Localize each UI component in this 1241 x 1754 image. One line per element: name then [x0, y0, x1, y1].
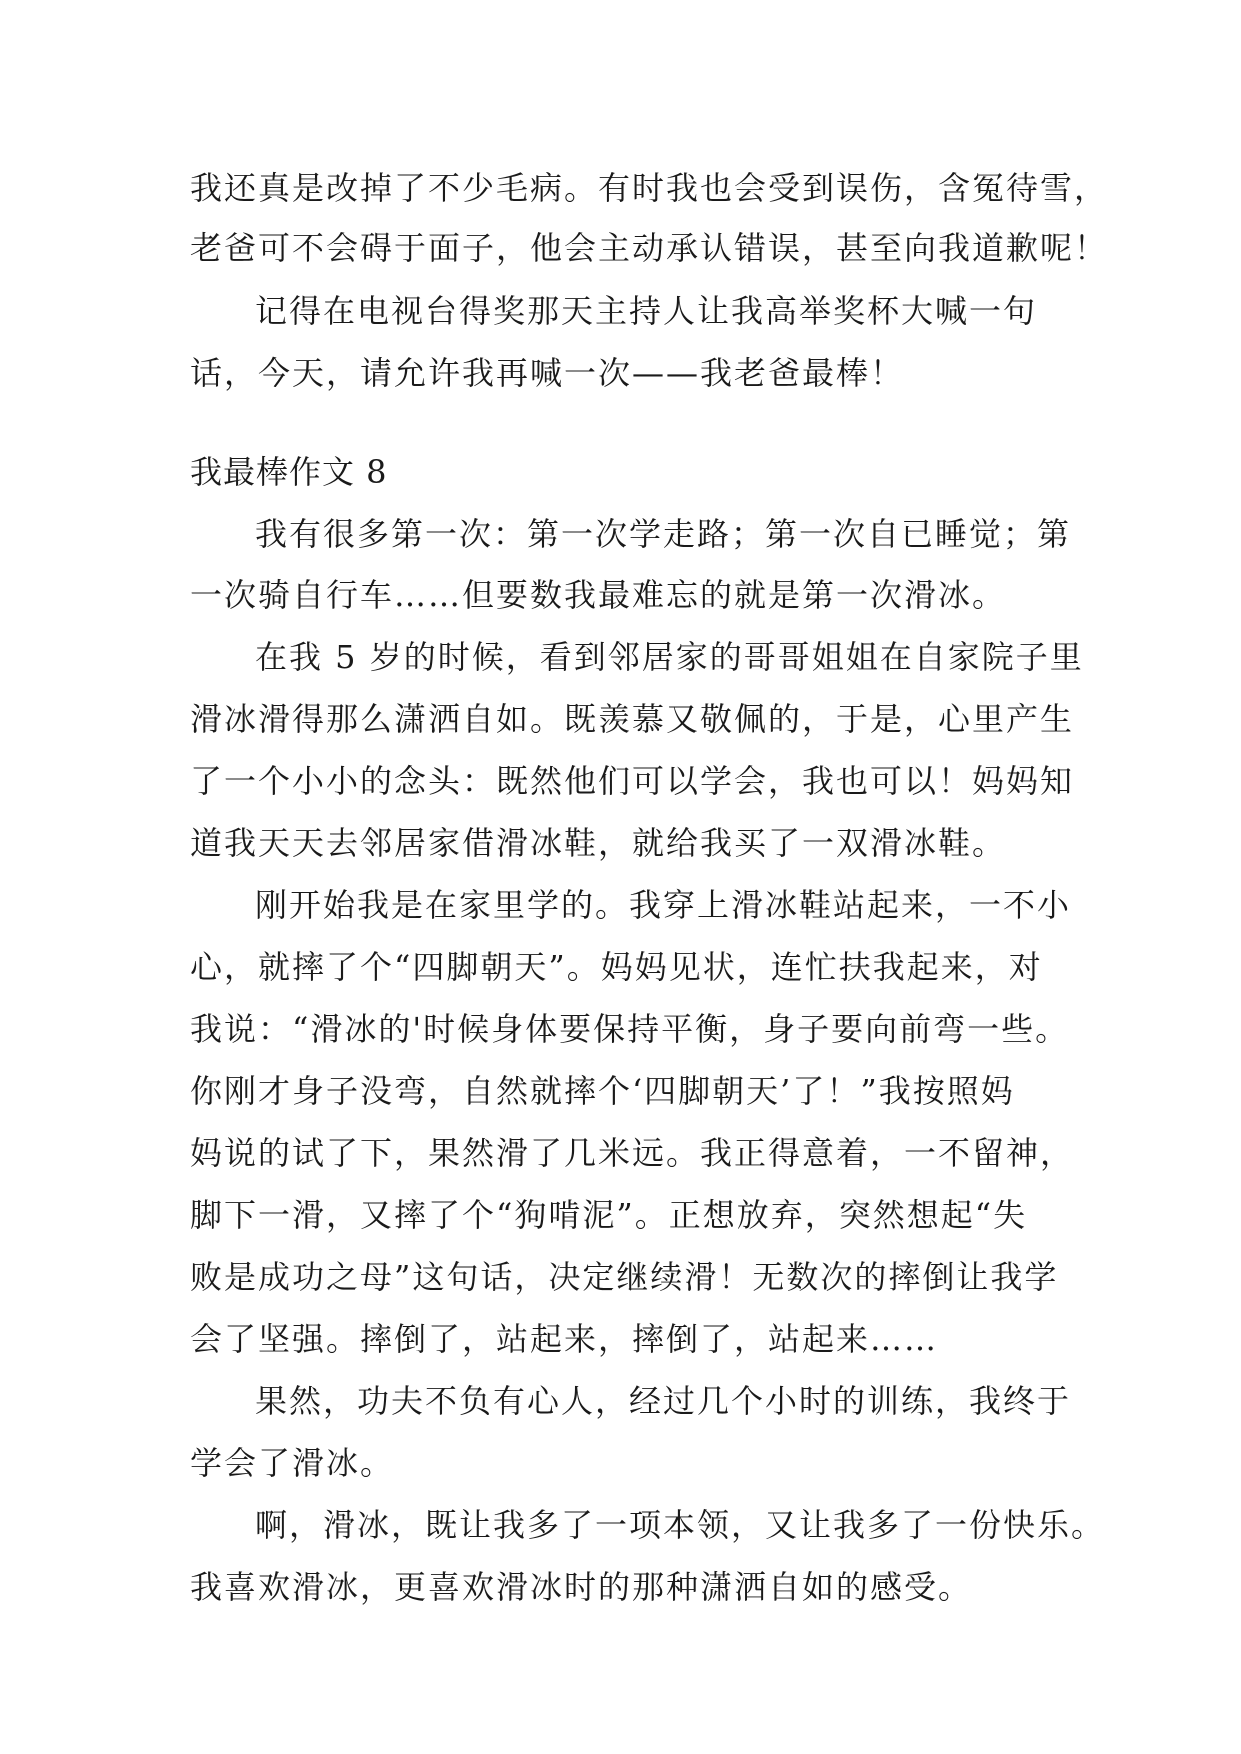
paragraph-line: 果然，功夫不负有心人，经过几个小时的训练，我终于 [255, 1382, 1072, 1420]
paragraph-line: 会了坚强。摔倒了，站起来，摔倒了，站起来…… [190, 1320, 939, 1358]
essay-heading: 我最棒作文 8 [190, 453, 388, 491]
paragraph-line: 你刚才身子没弯，自然就摔个‘四脚朝天’了！”我按照妈 [190, 1072, 1015, 1110]
paragraph-line: 记得在电视台得奖那天主持人让我高举奖杯大喊一句 [255, 292, 1038, 330]
paragraph-line: 啊，滑冰，既让我多了一项本领，又让我多了一份快乐。 [255, 1506, 1106, 1544]
paragraph-line: 妈说的试了下，果然滑了几米远。我正得意着，一不留神， [190, 1134, 1075, 1172]
paragraph-line: 道我天天去邻居家借滑冰鞋，就给我买了一双滑冰鞋。 [190, 824, 1007, 862]
paragraph-line: 一次骑自行车……但要数我最难忘的就是第一次滑冰。 [190, 576, 1007, 614]
paragraph-line: 我有很多第一次：第一次学走路；第一次自已睡觉；第 [255, 515, 1072, 553]
paragraph-line: 我喜欢滑冰，更喜欢滑冰时的那种潇洒自如的感受。 [190, 1568, 973, 1606]
paragraph-line: 心，就摔了个“四脚朝天”。妈妈见状，连忙扶我起来，对 [190, 948, 1043, 986]
paragraph-line: 在我 5 岁的时候，看到邻居家的哥哥姐姐在自家院子里 [255, 638, 1084, 676]
paragraph-line: 脚下一滑，又摔了个“狗啃泥”。正想放弃，突然想起“失 [190, 1196, 1028, 1234]
paragraph-line: 败是成功之母”这句话，决定继续滑！无数次的摔倒让我学 [190, 1258, 1059, 1296]
paragraph-line: 了一个小小的念头：既然他们可以学会，我也可以！妈妈知 [190, 762, 1075, 800]
paragraph-line: 我说：“滑冰的'时候身体要保持平衡，身子要向前弯一些。 [190, 1010, 1070, 1048]
paragraph-line: 学会了滑冰。 [190, 1444, 395, 1482]
paragraph-line: 滑冰滑得那么潇洒自如。既羡慕又敬佩的，于是，心里产生 [190, 700, 1075, 738]
paragraph-line: 刚开始我是在家里学的。我穿上滑冰鞋站起来，一不小 [255, 886, 1072, 924]
paragraph-line: 老爸可不会碍于面子，他会主动承认错误，甚至向我道歉呢！ [190, 229, 1109, 267]
paragraph-line: 我还真是改掉了不少毛病。有时我也会受到误伤，含冤待雪， [190, 169, 1109, 207]
paragraph-line: 话，今天，请允许我再喊一次——我老爸最棒！ [190, 354, 905, 392]
